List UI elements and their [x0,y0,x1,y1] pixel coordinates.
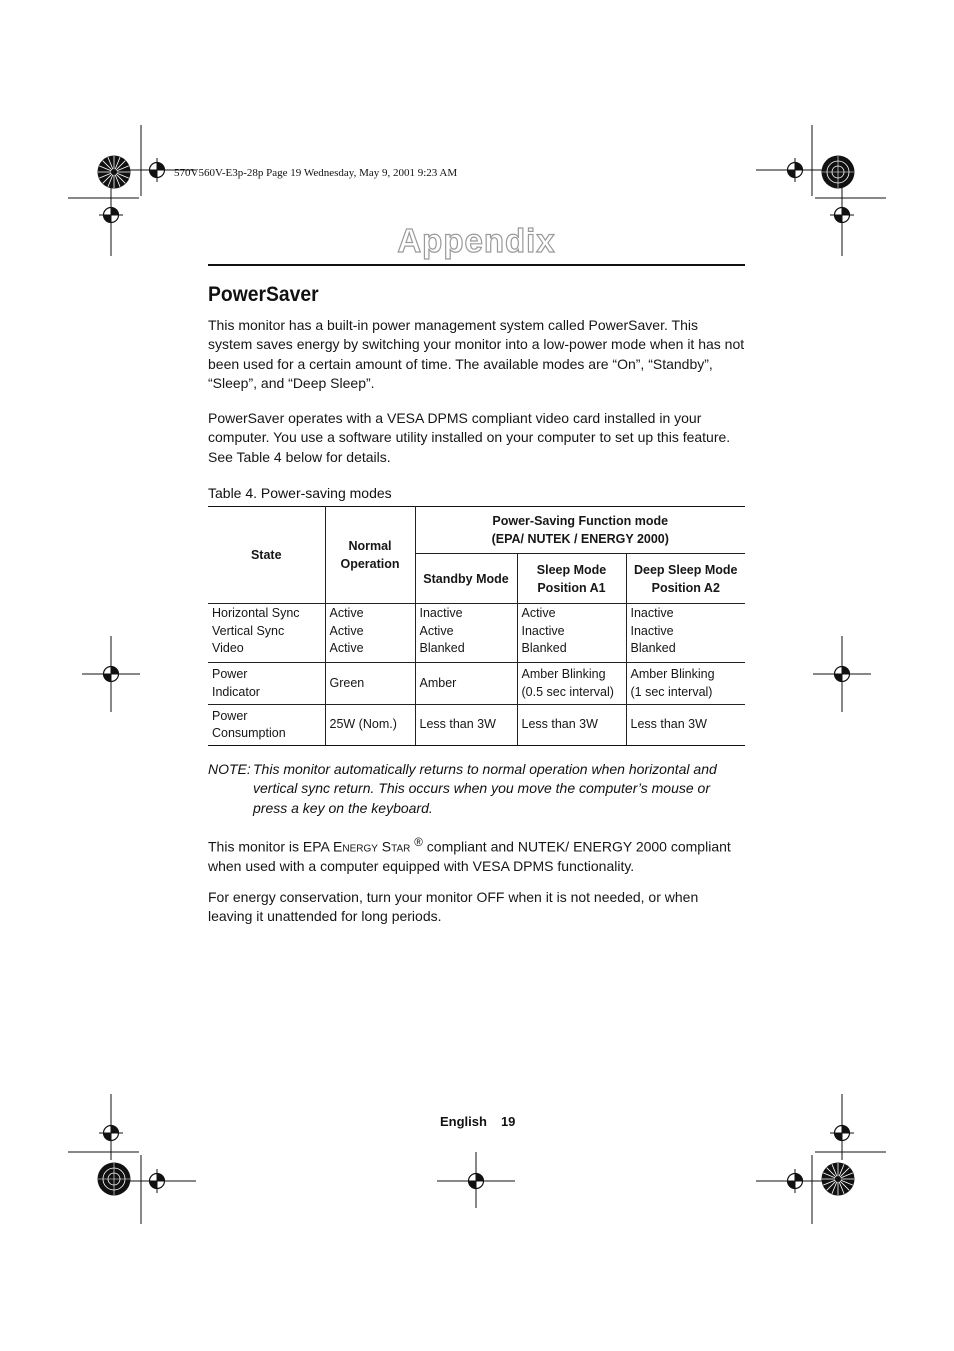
cell-state: Power Consumption [208,705,325,746]
cell-state: Horizontal Sync Vertical Sync Video [208,604,325,663]
table-caption: Table 4. Power-saving modes [208,485,392,501]
cell-standby: Amber [415,663,517,705]
paragraph-4: For energy conservation, turn your monitor OFF when it is not needed, or when leaving it unattended for long periods. [208,889,699,925]
footer-language: English [440,1114,487,1129]
energy-star-text: Energy Star [333,838,411,855]
cell-sleep: Active Inactive Blanked [517,604,626,663]
intro-paragraph [208,316,745,394]
cell-deep-sleep: Amber Blinking (1 sec interval) [626,663,745,705]
chapter-header: Appendix [397,222,556,259]
paragraph-1: This monitor has a built-in power management system called PowerSaver. This system saves energy by switching your monitor into a low-power mode when it has not been used for a certain amount of time. The available modes are “On”, “Standby”, “Sleep”, and “Deep Sleep”. [208,317,745,392]
power-saving-table [208,506,745,746]
cell-standby: Inactive Active Blanked [415,604,517,663]
header-power-saving-function: Power-Saving Function mode (EPA/ NUTEK / ENERGY 2000) [415,507,745,554]
dpms-paragraph [208,409,745,467]
conservation-paragraph [208,888,745,927]
header-standby-mode: Standby Mode [415,554,517,604]
table-row [208,705,745,746]
page-footer [440,1114,515,1129]
page-number: 19 [500,1114,516,1129]
header-sleep-mode: Sleep Mode Position A1 [517,554,626,604]
table-row [208,604,745,663]
cell-normal: Green [325,663,415,705]
section-title: PowerSaver [208,283,319,306]
registered-mark: ® [414,836,423,849]
table-row [208,663,745,705]
cell-sleep: Amber Blinking (0.5 sec interval) [517,663,626,705]
cell-deep-sleep: Less than 3W [626,705,745,746]
paragraph-2: PowerSaver operates with a VESA DPMS compliant video card installed in your computer. You use a software utility installed on your computer to set up this feature. See Table 4 below for details. [208,410,731,465]
energy-star-paragraph [208,833,745,876]
header-deep-sleep-mode: Deep Sleep Mode Position A2 [626,554,745,604]
cell-state: Power Indicator [208,663,325,705]
note-text: This monitor automatically returns to normal operation when horizontal and vertical sync return. This occurs when you move the computer’s mouse or press a key on the keyboard. [253,761,717,816]
cell-normal: 25W (Nom.) [325,705,415,746]
cell-sleep: Less than 3W [517,705,626,746]
note-label: NOTE: [208,761,251,777]
cell-deep-sleep: Inactive Inactive Blanked [626,604,745,663]
para3-post: compliant and NUTEK/ ENERGY 2000 compliant when used with a computer equipped with VESA DPMS functionality. [208,838,731,875]
header-rule [208,264,745,266]
paragraph-3 [208,833,745,876]
print-slug: 570V560V-E3p-28p Page 19 Wednesday, May 9, 2001 9:23 AM [174,167,458,179]
header-normal-operation: Normal Operation [325,507,415,604]
cell-standby: Less than 3W [415,705,517,746]
cell-normal: Active Active Active [325,604,415,663]
header-state: State [208,507,325,604]
para3-pre: This monitor is EPA [208,838,334,855]
